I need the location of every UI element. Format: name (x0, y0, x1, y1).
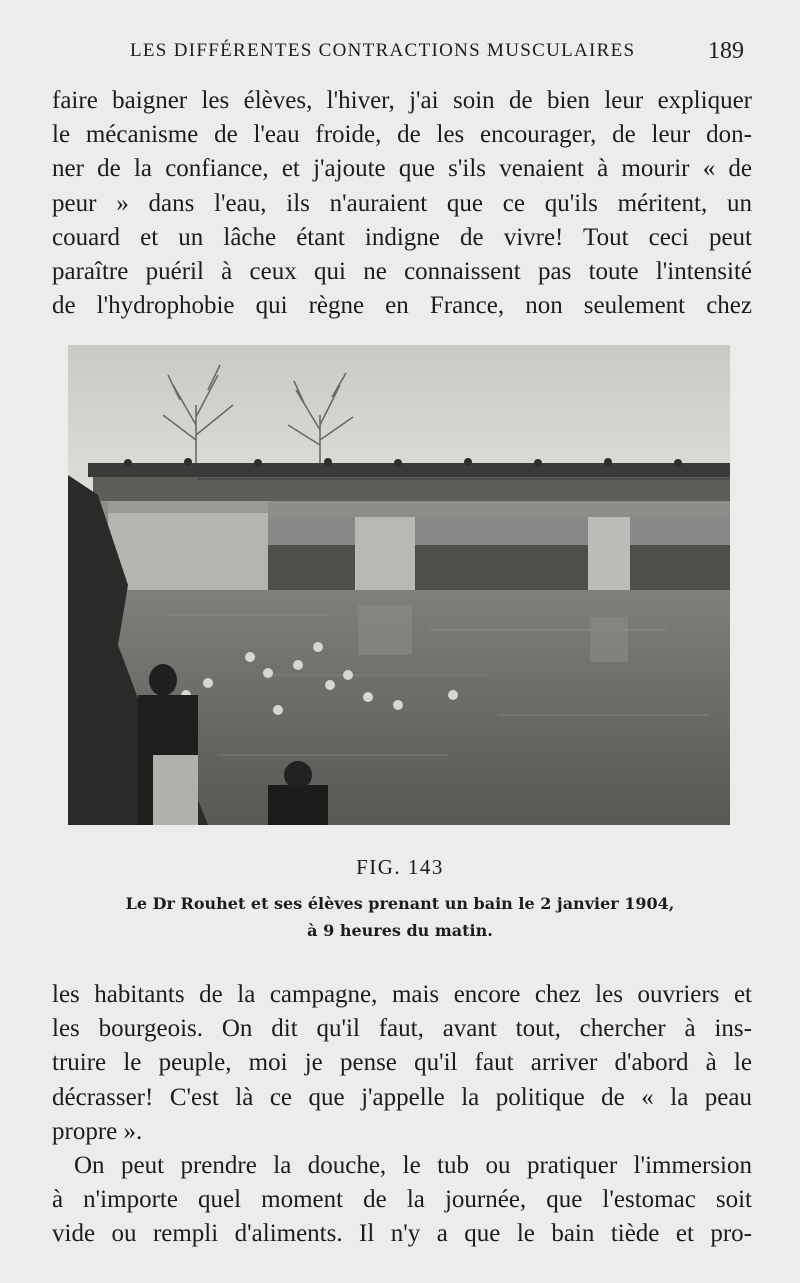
figure-caption (60, 890, 740, 944)
figure-photograph (68, 345, 730, 825)
running-head: LES DIFFÉRENTES CONTRACTIONS MUSCULAIRES (130, 40, 636, 61)
text-line: ner de la confiance, et j'ajoute que s'ils venaient à mourir « de (52, 155, 752, 183)
text-line: peur » dans l'eau, ils n'auraient que ce qu'ils méritent, un (52, 189, 752, 217)
text-line: de l'hydrophobie qui règne en France, non seulement chez (52, 292, 752, 320)
text-line: couard et un lâche étant indigne de vivre! Tout ceci peut (52, 223, 752, 251)
paragraph-3 (52, 1149, 752, 1252)
text-line: paraître puéril à ceux qui ne connaissent pas toute l'intensité (52, 258, 752, 286)
text-line: décrasser! C'est là ce que j'appelle la politique de « la peau (52, 1083, 752, 1111)
text-line: le mécanisme de l'eau froide, de les encourager, de leur don- (52, 121, 752, 149)
paragraph-2 (52, 978, 752, 1149)
figure-number: FIG. 143 (356, 855, 444, 879)
text-line: à n'importe quel moment de la journée, que l'estomac soit (52, 1186, 752, 1214)
text-line: vide ou rempli d'aliments. Il n'y a que le bain tiède et pro- (52, 1220, 752, 1248)
text-line: propre ». (52, 1117, 143, 1145)
paragraph-1 (52, 84, 752, 323)
text-line: faire baigner les élèves, l'hiver, j'ai soin de bien leur expliquer (52, 87, 752, 114)
text-line: les habitants de la campagne, mais encore chez les ouvriers et (52, 981, 752, 1008)
caption-line: à 9 heures du matin. (307, 921, 493, 940)
text-line: On peut prendre la douche, le tub ou pratiquer l'immersion (74, 1152, 752, 1179)
page-number: 189 (708, 38, 744, 64)
caption-line: Le Dr Rouhet et ses élèves prenant un bain le 2 janvier 1904, (125, 894, 675, 913)
text-line: les bourgeois. On dit qu'il faut, avant tout, chercher à ins- (52, 1015, 752, 1043)
text-line: truire le peuple, moi je pense qu'il faut arriver d'abord à le (52, 1049, 752, 1077)
